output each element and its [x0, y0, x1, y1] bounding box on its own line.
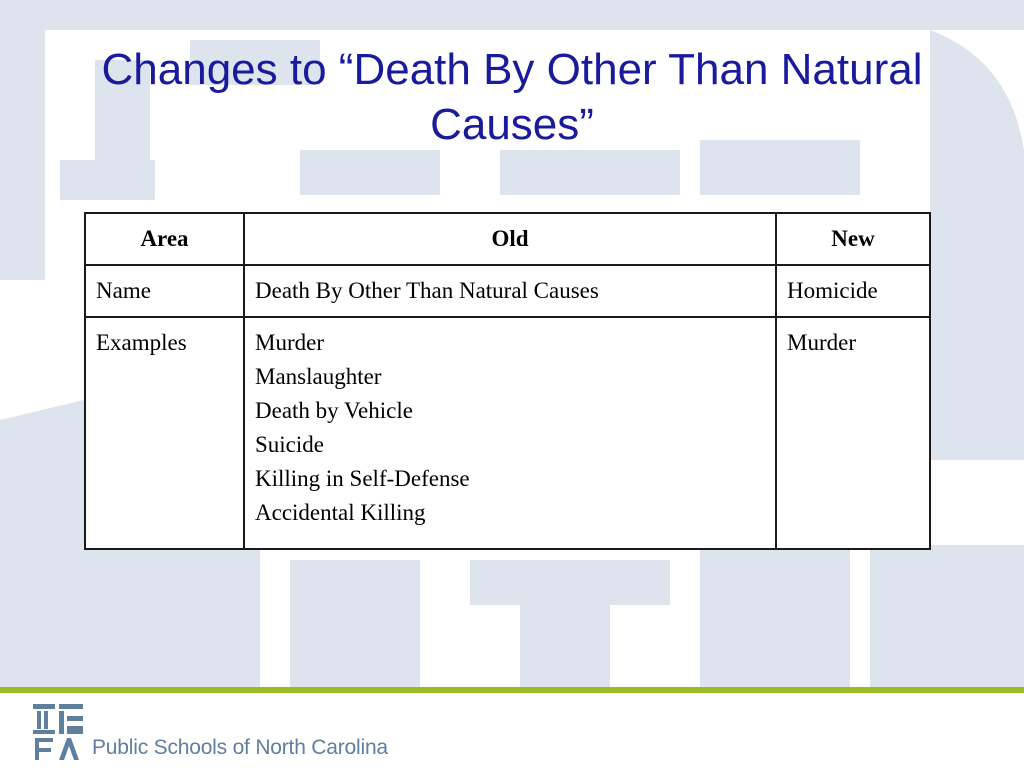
comparison-table — [84, 212, 931, 550]
cell-area-examples: Examples — [85, 317, 244, 549]
table-row-name — [85, 265, 930, 317]
header-old: Old — [244, 213, 776, 265]
cell-new-examples: Murder — [776, 317, 930, 549]
ncdpi-logo-icon — [33, 704, 85, 762]
header-new: New — [776, 213, 930, 265]
cell-area-name: Name — [85, 265, 244, 317]
example-item: Accidental Killing — [255, 500, 426, 525]
example-item: Murder — [255, 330, 324, 355]
table-header-row — [85, 213, 930, 265]
cell-old-examples — [244, 317, 776, 549]
header-area: Area — [85, 213, 244, 265]
cell-new-name: Homicide — [776, 265, 930, 317]
example-item: Death by Vehicle — [255, 398, 413, 423]
table-row-examples — [85, 317, 930, 549]
example-item: Suicide — [255, 432, 324, 457]
footer-organization-name: Public Schools of North Carolina — [92, 736, 388, 759]
cell-old-name: Death By Other Than Natural Causes — [244, 265, 776, 317]
slide-title: Changes to “Death By Other Than Natural Causes” — [101, 45, 923, 149]
footer-accent-bar — [0, 687, 1024, 693]
example-item: Killing in Self-Defense — [255, 466, 470, 491]
example-item: Manslaughter — [255, 364, 382, 389]
